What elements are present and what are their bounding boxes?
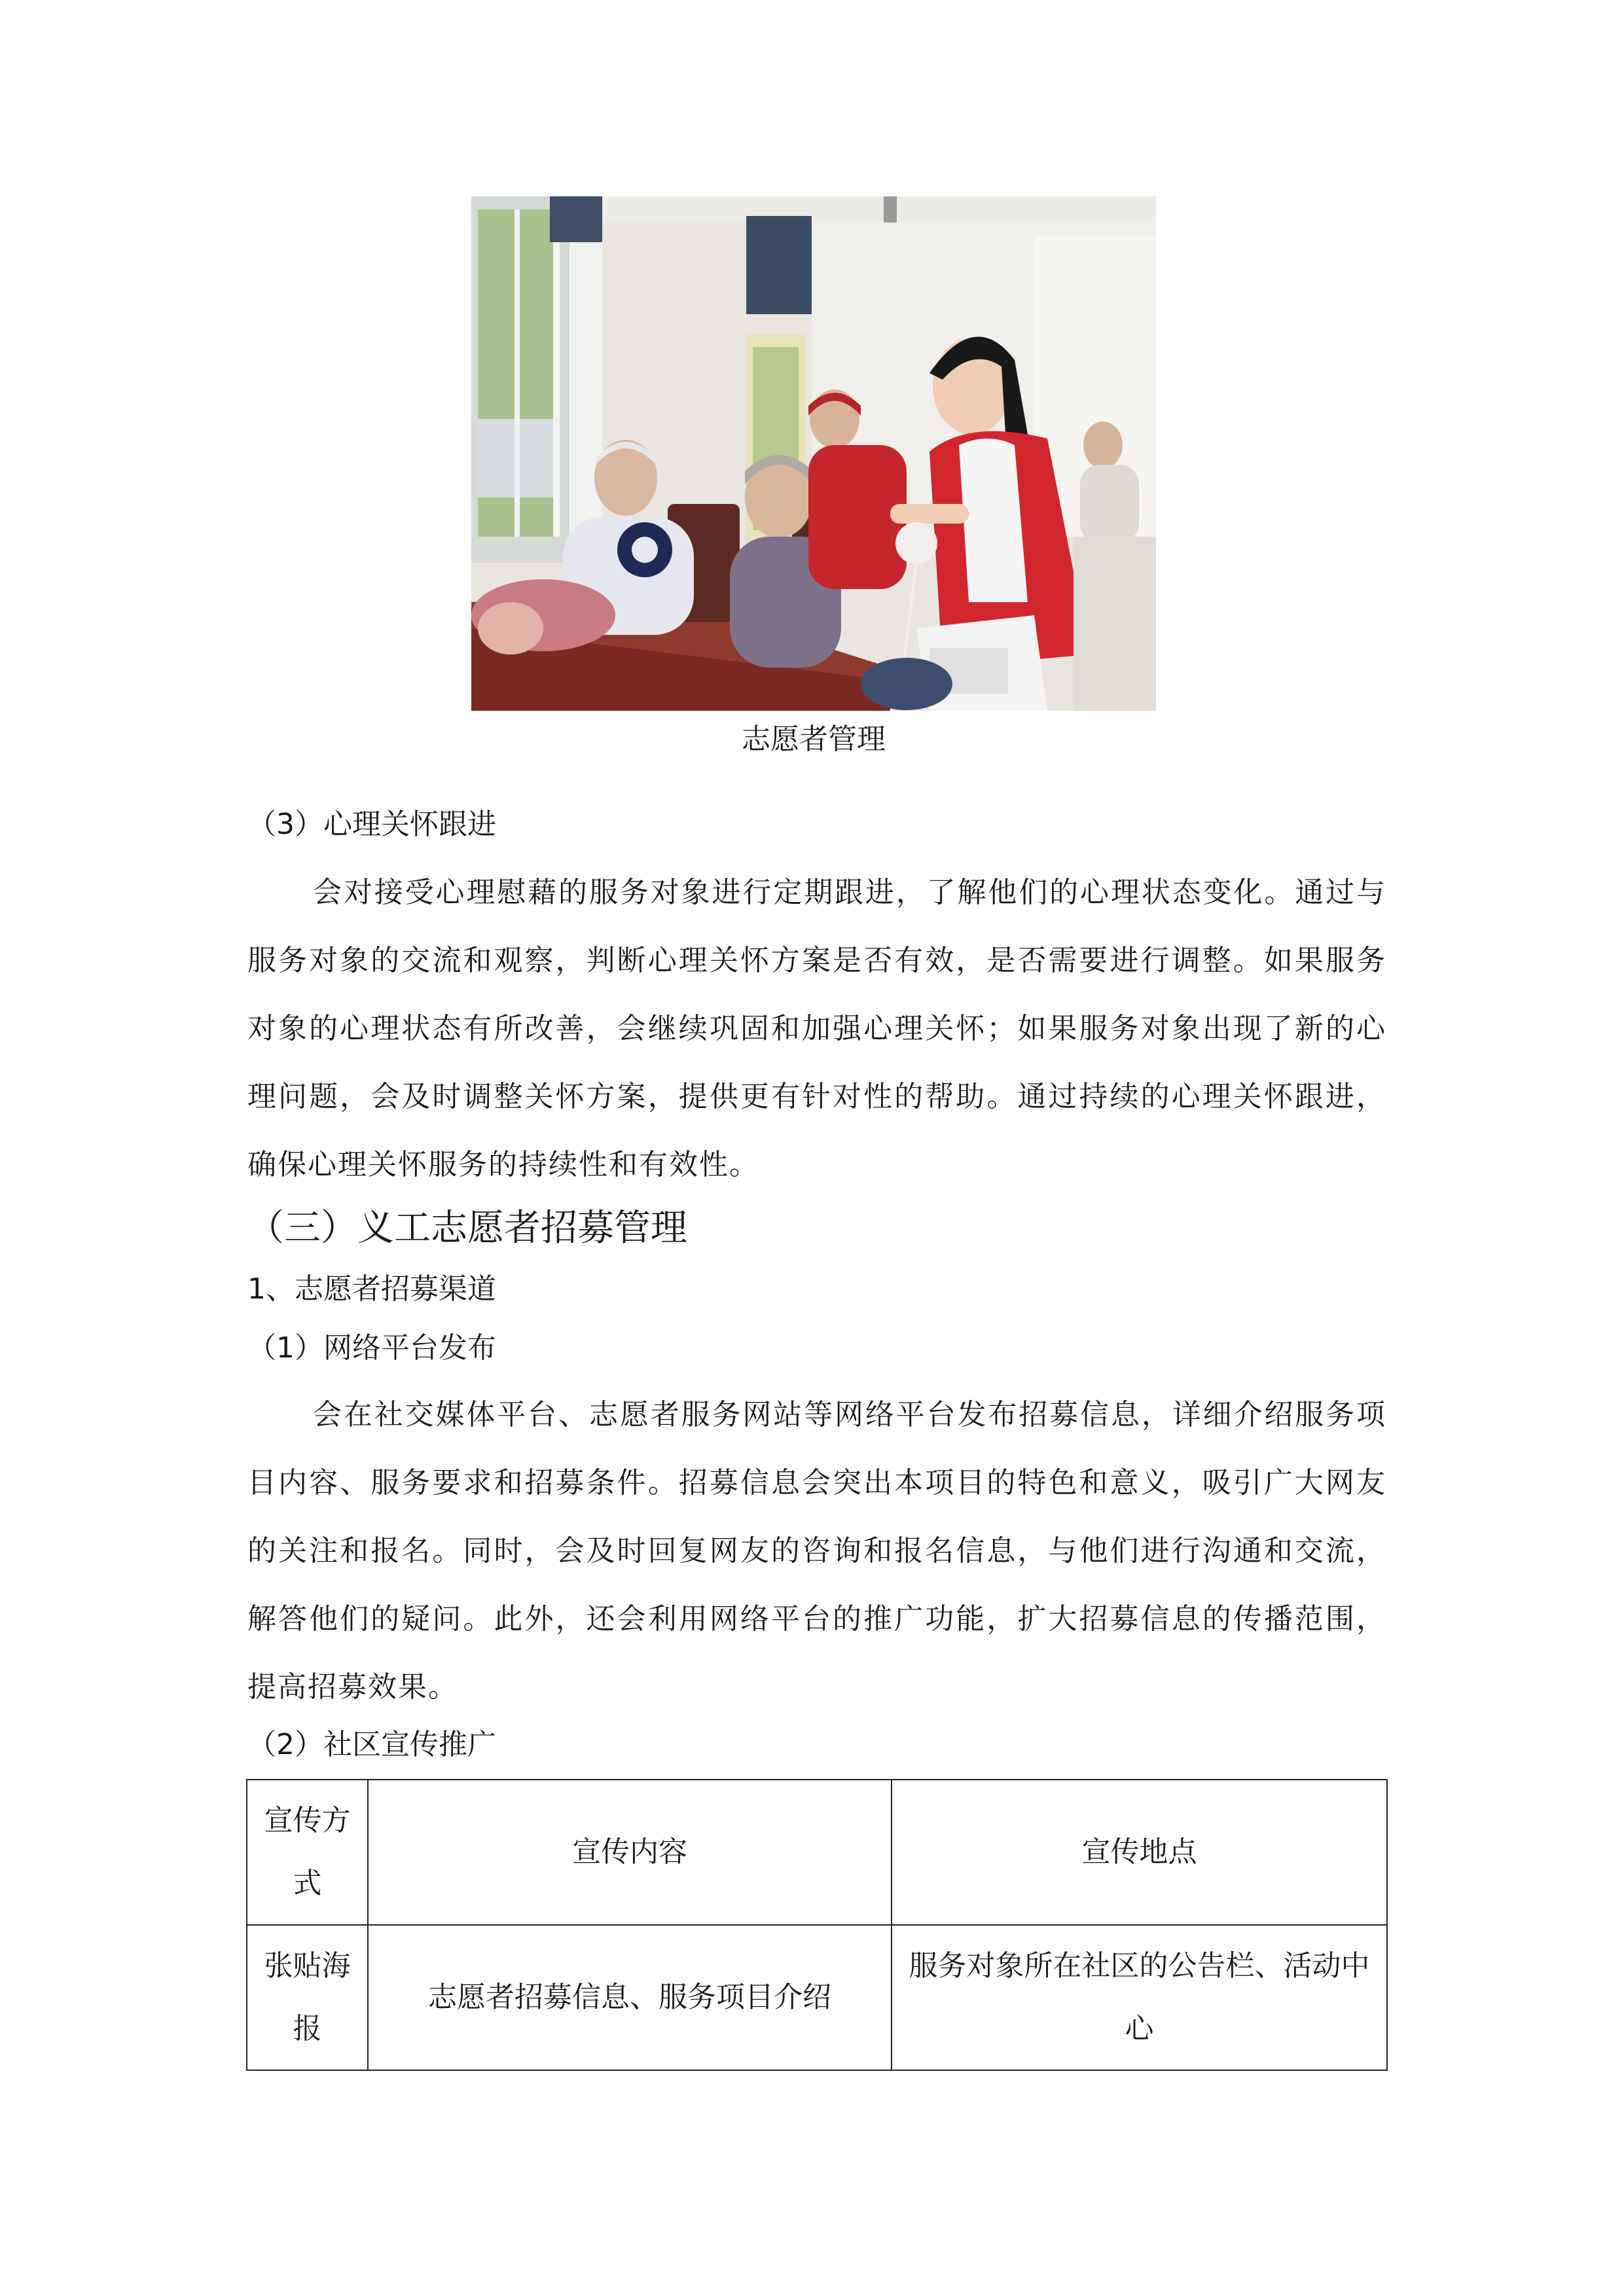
table-row <box>247 1925 1387 2070</box>
paragraph-mental-care: 会对接受心理慰藉的服务对象进行定期跟进，了解他们的心理状态变化。通过与服务对象的交流和观察，判断心理关怀方案是否有效，是否需要进行调整。如果服务对象的心理状态有所改善，会继续巩固和加强心理关怀；如果服务对象出现了新的心理问题，会及时调整关怀方案，提供更有针对性的帮助。通过持续的心理关怀跟进，确保心理关怀服务的持续性和有效性。 <box>247 876 1386 1181</box>
volunteer-photo <box>471 196 1156 711</box>
table-header-cell: 宣传内容 <box>368 1780 892 1925</box>
section-heading-volunteer-recruitment: （三）义工志愿者招募管理 <box>247 1207 687 1249</box>
subheading-mental-care-followup: （3）心理关怀跟进 <box>247 808 496 841</box>
subheading-community-promotion: （2）社区宣传推广 <box>247 1728 496 1761</box>
table-cell: 张贴海报 <box>247 1925 368 2070</box>
table-cell: 服务对象所在社区的公告栏、活动中心 <box>892 1925 1387 2070</box>
table-header-row <box>247 1780 1387 1925</box>
table-header-cell: 宣传地点 <box>892 1780 1387 1925</box>
table-cell: 志愿者招募信息、服务项目介绍 <box>368 1925 892 2070</box>
paragraph-online-platform: 会在社交媒体平台、志愿者服务网站等网络平台发布招募信息，详细介绍服务项目内容、服务要求和招募条件。招募信息会突出本项目的特色和意义，吸引广大网友的关注和报名。同时，会及时回复网友的咨询和报名信息，与他们进行沟通和交流，解答他们的疑问。此外，还会利用网络平台的推广功能，扩大招募信息的传播范围，提高招募效果。 <box>247 1398 1386 1704</box>
promotion-table <box>246 1779 1388 2071</box>
table-header-cell: 宣传方式 <box>247 1780 368 1925</box>
subheading-recruit-channels: 1、志愿者招募渠道 <box>247 1272 496 1306</box>
figure-caption: 志愿者管理 <box>742 723 886 756</box>
subheading-online-platform: （1）网络平台发布 <box>247 1331 496 1365</box>
